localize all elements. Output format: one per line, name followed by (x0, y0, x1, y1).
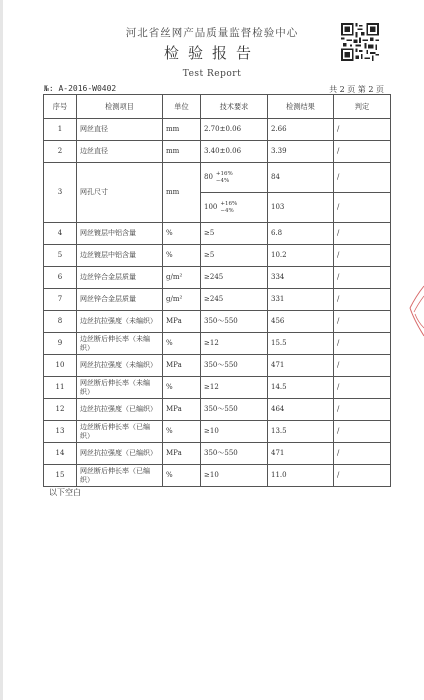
row-unit: % (163, 223, 201, 245)
row-requirement: ≥10 (201, 421, 268, 443)
row-no: 10 (44, 355, 77, 377)
row-result: 2.66 (268, 119, 334, 141)
row-unit: mm (163, 163, 201, 223)
row-item: 边丝直径 (77, 141, 163, 163)
row-verdict: / (334, 267, 391, 289)
row-requirement (201, 163, 268, 193)
table-row (44, 141, 391, 163)
row-no: 6 (44, 267, 77, 289)
row-no: 7 (44, 289, 77, 311)
row-verdict: / (334, 311, 391, 333)
row-result: 11.0 (268, 465, 334, 487)
row-verdict: / (334, 141, 391, 163)
table-row (44, 223, 391, 245)
row-result: 456 (268, 311, 334, 333)
row-no: 9 (44, 333, 77, 355)
row-requirement: ≥5 (201, 245, 268, 267)
row-no: 2 (44, 141, 77, 163)
table-header-row (44, 95, 391, 119)
row-no: 5 (44, 245, 77, 267)
row-unit: mm (163, 119, 201, 141)
row-requirement: ≥12 (201, 333, 268, 355)
page-edge (0, 0, 3, 700)
row-requirement (201, 193, 268, 223)
row-no: 14 (44, 443, 77, 465)
row-unit: MPa (163, 311, 201, 333)
test-results-table (43, 94, 391, 487)
row-requirement: 350～550 (201, 355, 268, 377)
row-unit: g/m² (163, 267, 201, 289)
row-unit: % (163, 245, 201, 267)
table-row (44, 443, 391, 465)
row-verdict: / (334, 223, 391, 245)
row-requirement: ≥245 (201, 267, 268, 289)
row-item: 网丝直径 (77, 119, 163, 141)
row-requirement: ≥12 (201, 377, 268, 399)
row-no: 4 (44, 223, 77, 245)
row-no: 12 (44, 399, 77, 421)
row-verdict: / (334, 465, 391, 487)
row-item: 网丝锌合金层质量 (77, 289, 163, 311)
row-unit: mm (163, 141, 201, 163)
row-no: 1 (44, 119, 77, 141)
row-result: 103 (268, 193, 334, 223)
col-header-requirement: 技术要求 (201, 95, 268, 119)
row-verdict: / (334, 355, 391, 377)
col-header-result: 检测结果 (268, 95, 334, 119)
table-row (44, 421, 391, 443)
table-row (44, 333, 391, 355)
row-requirement: 3.40±0.06 (201, 141, 268, 163)
report-title: 检验报告 (163, 44, 260, 62)
row-item: 边丝断后伸长率（未编织） (77, 333, 163, 355)
row-verdict: / (334, 399, 391, 421)
row-unit: MPa (163, 399, 201, 421)
row-requirement: 2.70±0.06 (201, 119, 268, 141)
row-requirement: 350～550 (201, 443, 268, 465)
row-requirement: 350～550 (201, 311, 268, 333)
col-header-no: 序号 (44, 95, 77, 119)
row-item: 网丝抗拉强度（已编织） (77, 443, 163, 465)
row-unit: % (163, 333, 201, 355)
row-requirement: 350～550 (201, 399, 268, 421)
row-requirement: ≥10 (201, 465, 268, 487)
table-row (44, 119, 391, 141)
page-count: 共 2 页 第 2 页 (329, 85, 384, 94)
row-item: 边丝锌合金层质量 (77, 267, 163, 289)
row-no: 13 (44, 421, 77, 443)
table-row (44, 311, 391, 333)
col-header-unit: 单位 (163, 95, 201, 119)
row-verdict: / (334, 245, 391, 267)
row-verdict: / (334, 289, 391, 311)
row-result: 3.39 (268, 141, 334, 163)
row-unit: MPa (163, 355, 201, 377)
row-item: 边丝抗拉强度（已编织） (77, 399, 163, 421)
table-row (44, 355, 391, 377)
tol-plus: +16% (215, 170, 233, 177)
col-header-item: 检测项目 (77, 95, 163, 119)
req-base: 100 (204, 203, 218, 211)
row-item: 网丝断后伸长率（已编织） (77, 465, 163, 487)
row-item: 边丝断后伸长率（已编织） (77, 421, 163, 443)
row-item: 网孔尺寸 (77, 163, 163, 223)
row-requirement: ≥245 (201, 289, 268, 311)
col-header-verdict: 判定 (334, 95, 391, 119)
table-row (44, 377, 391, 399)
table-row (44, 399, 391, 421)
row-unit: MPa (163, 443, 201, 465)
row-verdict: / (334, 163, 391, 193)
row-verdict: / (334, 421, 391, 443)
row-requirement: ≥5 (201, 223, 268, 245)
row-result: 15.5 (268, 333, 334, 355)
row-result: 464 (268, 399, 334, 421)
row-no: 15 (44, 465, 77, 487)
red-stamp-mark (404, 282, 424, 342)
row-result: 14.5 (268, 377, 334, 399)
row-result: 13.5 (268, 421, 334, 443)
row-no: 11 (44, 377, 77, 399)
row-item: 网丝抗拉强度（未编织） (77, 355, 163, 377)
end-of-content-note: 以下空白 (49, 488, 81, 497)
row-item: 边丝抗拉强度（未编织） (77, 311, 163, 333)
row-item: 边丝镀层中铝含量 (77, 245, 163, 267)
req-base: 80 (204, 173, 213, 181)
row-no: 8 (44, 311, 77, 333)
row-unit: % (163, 465, 201, 487)
row-no: 3 (44, 163, 77, 223)
row-verdict: / (334, 119, 391, 141)
row-item: 网丝镀层中铝含量 (77, 223, 163, 245)
report-number: №: A-2016-W0402 (44, 84, 117, 93)
qr-code-icon (341, 23, 379, 61)
row-result: 471 (268, 443, 334, 465)
row-verdict: / (334, 333, 391, 355)
row-verdict: / (334, 377, 391, 399)
row-result: 84 (268, 163, 334, 193)
tol-minus: −4% (220, 207, 234, 214)
row-unit: g/m² (163, 289, 201, 311)
row-verdict: / (334, 443, 391, 465)
table-row (44, 267, 391, 289)
row-result: 334 (268, 267, 334, 289)
tol-plus: +16% (220, 200, 238, 207)
table-row (44, 465, 391, 487)
table-row (44, 163, 391, 193)
row-result: 331 (268, 289, 334, 311)
row-verdict: / (334, 193, 391, 223)
table-row (44, 245, 391, 267)
row-result: 10.2 (268, 245, 334, 267)
table-row (44, 289, 391, 311)
row-unit: % (163, 421, 201, 443)
organization-name: 河北省丝网产品质量监督检验中心 (125, 27, 299, 39)
row-result: 471 (268, 355, 334, 377)
report-subtitle: Test Report (182, 69, 242, 79)
row-item: 网丝断后伸长率（未编织） (77, 377, 163, 399)
row-result: 6.8 (268, 223, 334, 245)
row-unit: % (163, 377, 201, 399)
tol-minus: −4% (215, 177, 230, 184)
